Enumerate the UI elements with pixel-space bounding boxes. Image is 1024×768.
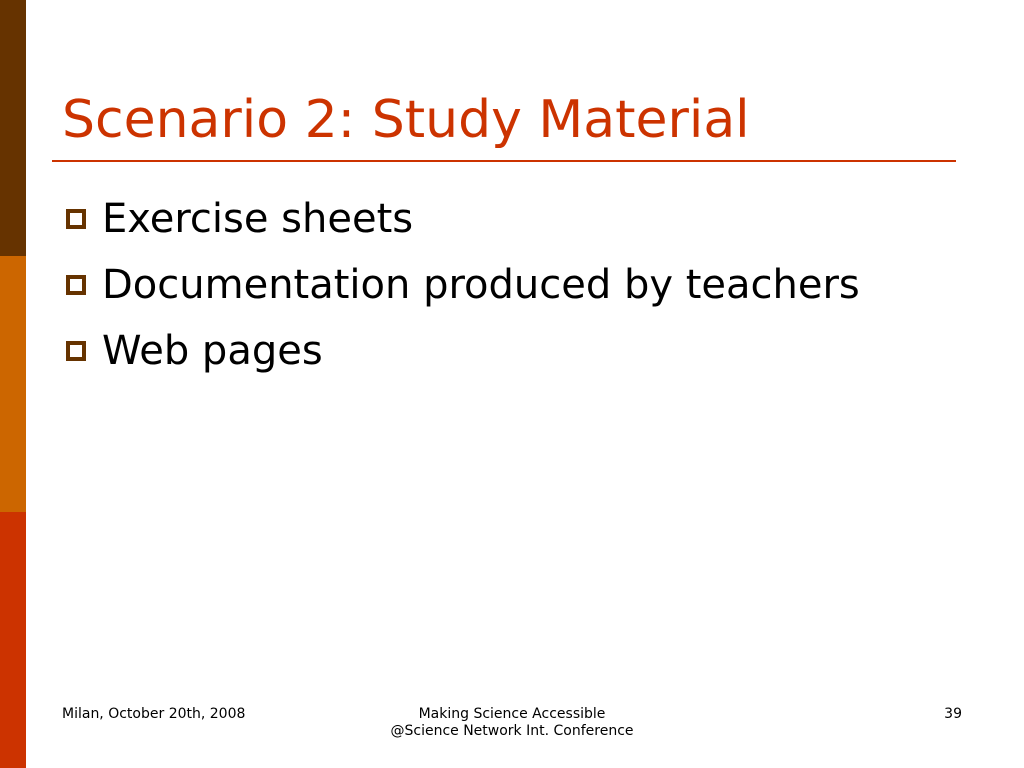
footer-conference-line2: @Science Network Int. Conference (390, 723, 634, 739)
bullet-text: Web pages (102, 328, 323, 374)
footer-conference (362, 706, 662, 740)
bullet-item (66, 318, 860, 384)
sidebar-stripe-top (0, 0, 26, 256)
bullet-list (66, 186, 860, 384)
square-bullet-icon (66, 341, 86, 361)
title-underline (52, 160, 956, 162)
footer-conference-line1: Making Science Accessible (418, 706, 606, 722)
footer-date: Milan, October 20th, 2008 (62, 706, 246, 722)
sidebar-stripe-middle (0, 256, 26, 512)
bullet-text: Documentation produced by teachers (102, 262, 860, 308)
square-bullet-icon (66, 209, 86, 229)
square-bullet-icon (66, 275, 86, 295)
page-number: 39 (944, 706, 962, 722)
bullet-item (66, 186, 860, 252)
bullet-item (66, 252, 860, 318)
bullet-text: Exercise sheets (102, 196, 414, 242)
sidebar-stripe-bottom (0, 512, 26, 768)
slide-title: Scenario 2: Study Material (62, 90, 750, 150)
